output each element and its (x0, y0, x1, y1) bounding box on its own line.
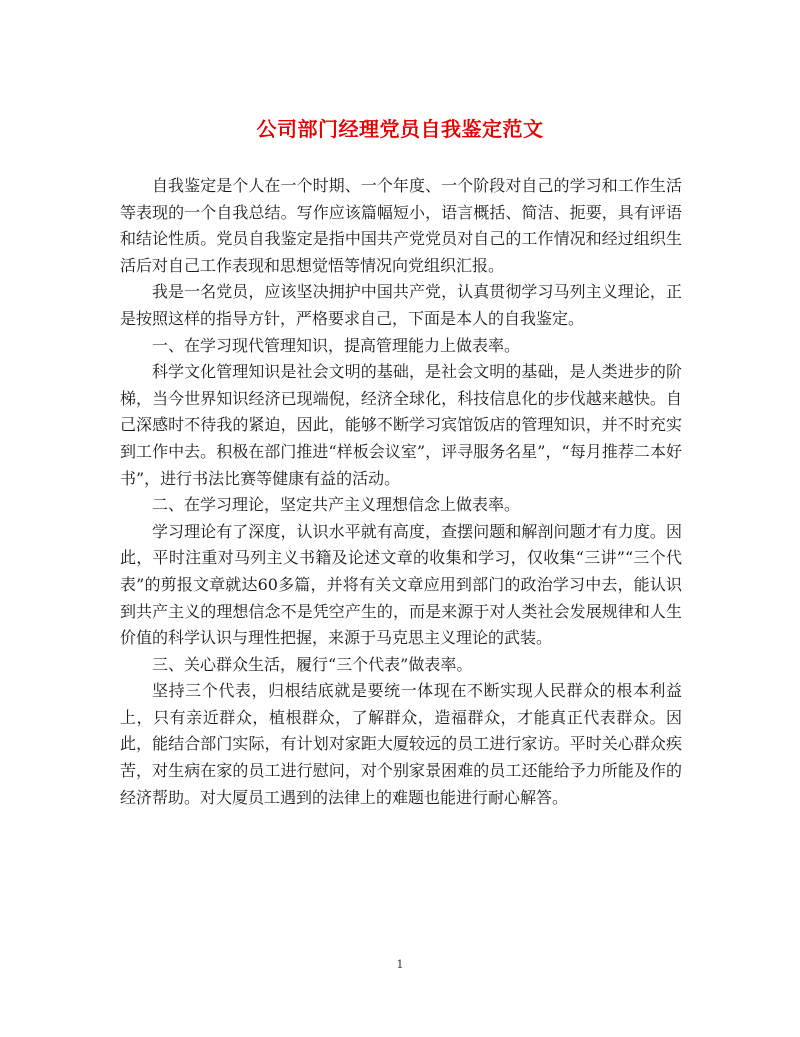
paragraph-statement: 我是一名党员，应该坚决拥护中国共产党，认真贯彻学习马列主义理论，正是按照这样的指导方针，严格要求自己，下面是本人的自我鉴定。 (120, 282, 682, 328)
paragraph-section-2: 学习理论有了深度，认识水平就有高度，查摆问题和解剖问题才有力度。因此，平时注重对马列主义书籍及论述文章的收集和学习，仅收集“三讲”“三个代表”的剪报文章就达60多篇，并将有关文章应用到部门的政治学习中去，能认识到共产主义的理想信念不是凭空产生的，而是来源于对人类社会发展规律和人生价值的科学认识与理性把握，来源于马克思主义理论的武装。 (120, 521, 682, 648)
paragraph-section-1: 科学文化管理知识是社会文明的基础，是社会文明的基础，是人类进步的阶梯，当今世界知识经济已现端倪，经济全球化，科技信息化的步伐越来越快。自己深感时不待我的紧迫，因此，能够不断学习宾馆饭店的管理知识，并不时充实到工作中去。积极在部门推进“样板会议室”，评寻服务名星”，“每月推荐二本好书”，进行书法比赛等健康有益的活动。 (120, 362, 682, 488)
section-heading-3: 三、关心群众生活，履行“三个代表”做表率。 (152, 654, 473, 674)
page-number: 1 (396, 958, 404, 971)
section-heading-2: 二、在学习理论，坚定共产主义理想信念上做表率。 (152, 495, 521, 515)
paragraph-section-3: 坚持三个代表，归根结底就是要统一体现在不断实现人民群众的根本利益上，只有亲近群众，植根群众，了解群众，造福群众，才能真正代表群众。因此，能结合部门实际，有计划对家距大厦较远的员工进行家访。平时关心群众疾苦，对生病在家的员工进行慰问，对个别家景困难的员工还能给予力所能及作的经济帮助。对大厦员工遇到的法律上的难题也能进行耐心解答。 (120, 681, 682, 807)
section-heading-1: 一、在学习现代管理知识，提高管理能力上做表率。 (152, 335, 521, 355)
paragraph-intro: 自我鉴定是个人在一个时期、一个年度、一个阶段对自己的学习和工作生活等表现的一个自我总结。写作应该篇幅短小，语言概括、简洁、扼要，具有评语和结论性质。党员自我鉴定是指中国共产党党员对自己的工作情况和经过组织生活后对自己工作表现和思想觉悟等情况向党组织汇报。 (120, 176, 682, 275)
document-title: 公司部门经理党员自我鉴定范文 (256, 117, 544, 141)
document-body (120, 173, 682, 811)
